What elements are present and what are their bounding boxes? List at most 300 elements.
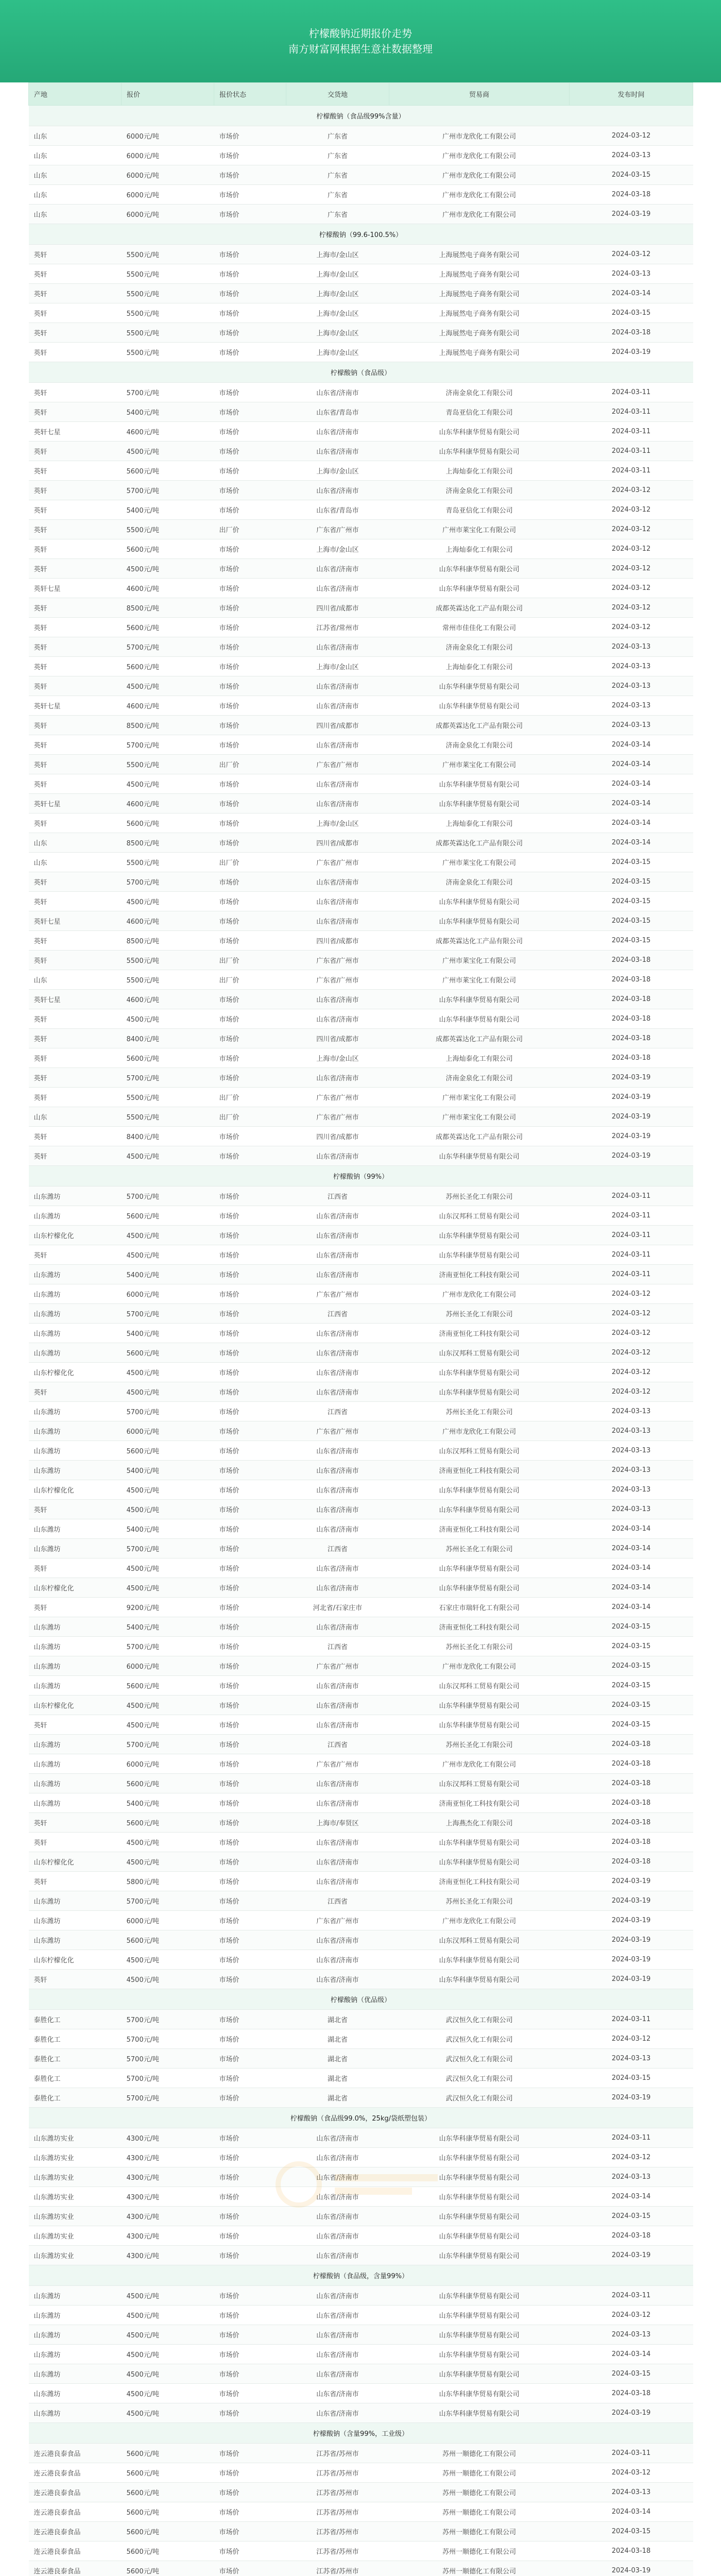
cell-origin: 山东潍坊 xyxy=(29,1206,122,1226)
cell-price-type: 市场价 xyxy=(214,1774,286,1793)
table-row xyxy=(29,2541,693,2561)
cell-price: 4500元/吨 xyxy=(122,2345,214,2364)
cell-delivery: 山东省/济南市 xyxy=(286,1696,389,1715)
cell-origin: 英轩 xyxy=(29,245,122,264)
column-header-origin: 产地 xyxy=(29,83,122,106)
cell-price-type: 市场价 xyxy=(214,1676,286,1696)
cell-price-type: 市场价 xyxy=(214,343,286,362)
table-row xyxy=(29,165,693,185)
cell-price-type: 市场价 xyxy=(214,911,286,931)
cell-price-type: 市场价 xyxy=(214,2069,286,2088)
cell-trader: 苏州一顺德化工有限公司 xyxy=(389,2541,570,2561)
cell-date: 2024-03-11 xyxy=(570,2286,693,2306)
cell-origin: 山东潍坊 xyxy=(29,1402,122,1421)
cell-date: 2024-03-15 xyxy=(570,1696,693,1715)
cell-trader: 上海展然电子商务有限公司 xyxy=(389,264,570,284)
cell-trader: 武汉恒久化工有限公司 xyxy=(389,2049,570,2069)
cell-date: 2024-03-14 xyxy=(570,1539,693,1558)
cell-price: 5800元/吨 xyxy=(122,1872,214,1891)
cell-date: 2024-03-15 xyxy=(570,2364,693,2384)
table-row xyxy=(29,1284,693,1304)
cell-date: 2024-03-12 xyxy=(570,618,693,637)
table-row xyxy=(29,539,693,559)
column-header-price-type: 报价状态 xyxy=(214,83,286,106)
cell-delivery: 广东省/广州市 xyxy=(286,1421,389,1441)
cell-price: 4500元/吨 xyxy=(122,774,214,794)
cell-trader: 山东华科康华贸易有限公司 xyxy=(389,1363,570,1382)
cell-date: 2024-03-11 xyxy=(570,2010,693,2029)
section-row xyxy=(29,2265,693,2286)
cell-origin: 山东 xyxy=(29,146,122,165)
cell-trader: 上海灿泰化工有限公司 xyxy=(389,461,570,481)
cell-date: 2024-03-12 xyxy=(570,539,693,559)
cell-price-type: 市场价 xyxy=(214,539,286,559)
cell-delivery: 山东省/济南市 xyxy=(286,1950,389,1970)
cell-delivery: 山东省/济南市 xyxy=(286,1441,389,1461)
cell-delivery: 广东省/广州市 xyxy=(286,1754,389,1774)
cell-origin: 英轩七星 xyxy=(29,990,122,1009)
table-row xyxy=(29,1852,693,1872)
cell-price: 5500元/吨 xyxy=(122,853,214,872)
cell-date: 2024-03-11 xyxy=(570,1265,693,1284)
cell-price: 8500元/吨 xyxy=(122,931,214,951)
header-row xyxy=(29,83,693,106)
cell-date: 2024-03-12 xyxy=(570,481,693,500)
cell-date: 2024-03-15 xyxy=(570,931,693,951)
cell-price: 4600元/吨 xyxy=(122,794,214,814)
cell-date: 2024-03-19 xyxy=(570,2088,693,2108)
cell-price-type: 市场价 xyxy=(214,1930,286,1950)
cell-date: 2024-03-13 xyxy=(570,1441,693,1461)
cell-price: 4600元/吨 xyxy=(122,911,214,931)
cell-delivery: 广东省/广州市 xyxy=(286,853,389,872)
cell-price-type: 市场价 xyxy=(214,1735,286,1754)
cell-date: 2024-03-15 xyxy=(570,1715,693,1735)
cell-price: 5700元/吨 xyxy=(122,2069,214,2088)
cell-trader: 广州市莱宝化工有限公司 xyxy=(389,970,570,990)
cell-date: 2024-03-14 xyxy=(570,755,693,774)
cell-date: 2024-03-19 xyxy=(570,1088,693,1107)
cell-delivery: 江苏省/苏州市 xyxy=(286,2541,389,2561)
cell-delivery: 山东省/济南市 xyxy=(286,1009,389,1029)
cell-delivery: 山东省/济南市 xyxy=(286,2207,389,2226)
cell-origin: 山东 xyxy=(29,126,122,146)
cell-price: 5700元/吨 xyxy=(122,383,214,402)
table-row xyxy=(29,205,693,224)
cell-trader: 上海灿泰化工有限公司 xyxy=(389,539,570,559)
cell-date: 2024-03-15 xyxy=(570,892,693,911)
cell-delivery: 山东省/济南市 xyxy=(286,2345,389,2364)
cell-delivery: 山东省/济南市 xyxy=(286,696,389,716)
cell-origin: 英轩 xyxy=(29,1598,122,1617)
cell-delivery: 四川省/成都市 xyxy=(286,833,389,853)
cell-price: 4500元/吨 xyxy=(122,559,214,579)
table-row xyxy=(29,1891,693,1911)
cell-origin: 山东潍坊实业 xyxy=(29,2128,122,2148)
cell-date: 2024-03-11 xyxy=(570,1187,693,1206)
cell-price: 5400元/吨 xyxy=(122,500,214,520)
cell-origin: 英轩 xyxy=(29,598,122,618)
table-row xyxy=(29,1911,693,1930)
cell-date: 2024-03-14 xyxy=(570,2345,693,2364)
cell-trader: 山东华科康华贸易有限公司 xyxy=(389,2187,570,2207)
cell-date: 2024-03-13 xyxy=(570,716,693,735)
cell-delivery: 山东省/济南市 xyxy=(286,1382,389,1402)
cell-price: 4500元/吨 xyxy=(122,2286,214,2306)
cell-price: 6000元/吨 xyxy=(122,165,214,185)
cell-trader: 济南亚恒化工科技有限公司 xyxy=(389,1872,570,1891)
table-row xyxy=(29,2502,693,2522)
cell-price-type: 市场价 xyxy=(214,402,286,422)
cell-price-type: 市场价 xyxy=(214,146,286,165)
table-row xyxy=(29,872,693,892)
cell-price: 5700元/吨 xyxy=(122,2010,214,2029)
cell-delivery: 山东省/青岛市 xyxy=(286,500,389,520)
cell-price: 5700元/吨 xyxy=(122,637,214,657)
cell-price-type: 市场价 xyxy=(214,2522,286,2541)
table-row xyxy=(29,146,693,165)
cell-trader: 山东汉邦科工贸易有限公司 xyxy=(389,1206,570,1226)
table-row xyxy=(29,2226,693,2246)
cell-origin: 山东柠檬化化 xyxy=(29,1852,122,1872)
cell-date: 2024-03-11 xyxy=(570,402,693,422)
cell-price: 5400元/吨 xyxy=(122,1617,214,1637)
cell-trader: 山东汉邦科工贸易有限公司 xyxy=(389,1930,570,1950)
cell-price-type: 市场价 xyxy=(214,1637,286,1656)
cell-date: 2024-03-15 xyxy=(570,2522,693,2541)
cell-trader: 济南亚恒化工科技有限公司 xyxy=(389,1519,570,1539)
cell-delivery: 江苏省/苏州市 xyxy=(286,2502,389,2522)
cell-delivery: 山东省/济南市 xyxy=(286,676,389,696)
cell-price-type: 市场价 xyxy=(214,2148,286,2167)
table-row xyxy=(29,245,693,264)
cell-price: 5500元/吨 xyxy=(122,970,214,990)
cell-trader: 济南亚恒化工科技有限公司 xyxy=(389,1617,570,1637)
cell-origin: 山东 xyxy=(29,205,122,224)
table-row xyxy=(29,1363,693,1382)
cell-price: 6000元/吨 xyxy=(122,1656,214,1676)
cell-delivery: 广东省 xyxy=(286,146,389,165)
cell-origin: 山东潍坊 xyxy=(29,1519,122,1539)
cell-price: 5700元/吨 xyxy=(122,481,214,500)
cell-origin: 英轩 xyxy=(29,402,122,422)
cell-price-type: 市场价 xyxy=(214,1696,286,1715)
cell-origin: 英轩 xyxy=(29,931,122,951)
cell-trader: 山东汉邦科工贸易有限公司 xyxy=(389,1343,570,1363)
cell-origin: 英轩 xyxy=(29,1970,122,1989)
table-row xyxy=(29,716,693,735)
table-row xyxy=(29,2088,693,2108)
cell-delivery: 江苏省/苏州市 xyxy=(286,2463,389,2483)
cell-trader: 山东华科康华贸易有限公司 xyxy=(389,559,570,579)
cell-trader: 成都英霖达化工产品有限公司 xyxy=(389,598,570,618)
cell-price-type: 市场价 xyxy=(214,1598,286,1617)
cell-price: 6000元/吨 xyxy=(122,146,214,165)
cell-price-type: 市场价 xyxy=(214,185,286,205)
table-row xyxy=(29,1127,693,1146)
table-row xyxy=(29,735,693,755)
cell-origin: 英轩 xyxy=(29,284,122,303)
cell-origin: 山东潍坊 xyxy=(29,1793,122,1813)
cell-trader: 山东华科康华贸易有限公司 xyxy=(389,1833,570,1852)
cell-date: 2024-03-15 xyxy=(570,303,693,323)
cell-delivery: 广东省/广州市 xyxy=(286,1088,389,1107)
table-header xyxy=(29,83,693,106)
cell-price: 5500元/吨 xyxy=(122,520,214,539)
cell-price-type: 市场价 xyxy=(214,618,286,637)
cell-origin: 英轩 xyxy=(29,559,122,579)
cell-date: 2024-03-11 xyxy=(570,442,693,461)
cell-delivery: 江西省 xyxy=(286,1187,389,1206)
table-row xyxy=(29,2306,693,2325)
cell-delivery: 山东省/济南市 xyxy=(286,1558,389,1578)
cell-trader: 山东华科康华贸易有限公司 xyxy=(389,1245,570,1265)
cell-trader: 广州市龙欣化工有限公司 xyxy=(389,1421,570,1441)
cell-origin: 英轩七星 xyxy=(29,794,122,814)
cell-delivery: 广东省/广州市 xyxy=(286,951,389,970)
table-row xyxy=(29,1421,693,1441)
cell-delivery: 上海市/金山区 xyxy=(286,814,389,833)
cell-price-type: 市场价 xyxy=(214,735,286,755)
cell-delivery: 广东省 xyxy=(286,165,389,185)
cell-delivery: 上海市/金山区 xyxy=(286,539,389,559)
cell-date: 2024-03-18 xyxy=(570,1852,693,1872)
cell-date: 2024-03-18 xyxy=(570,1833,693,1852)
cell-trader: 苏州一顺德化工有限公司 xyxy=(389,2522,570,2541)
cell-price-type: 市场价 xyxy=(214,1872,286,1891)
cell-price: 4600元/吨 xyxy=(122,579,214,598)
cell-date: 2024-03-19 xyxy=(570,1930,693,1950)
cell-price-type: 市场价 xyxy=(214,774,286,794)
cell-price-type: 市场价 xyxy=(214,2483,286,2502)
cell-price: 4600元/吨 xyxy=(122,990,214,1009)
cell-trader: 山东华科康华贸易有限公司 xyxy=(389,2306,570,2325)
cell-price: 4500元/吨 xyxy=(122,442,214,461)
cell-price-type: 市场价 xyxy=(214,126,286,146)
cell-date: 2024-03-11 xyxy=(570,422,693,442)
section-title: 柠檬酸钠（99.6-100.5%） xyxy=(29,224,693,245)
cell-price-type: 市场价 xyxy=(214,383,286,402)
cell-delivery: 上海市/金山区 xyxy=(286,284,389,303)
cell-price-type: 市场价 xyxy=(214,814,286,833)
cell-price-type: 市场价 xyxy=(214,833,286,853)
cell-date: 2024-03-15 xyxy=(570,165,693,185)
table-row xyxy=(29,2522,693,2541)
cell-date: 2024-03-13 xyxy=(570,696,693,716)
cell-trader: 上海灿泰化工有限公司 xyxy=(389,814,570,833)
cell-delivery: 上海市/金山区 xyxy=(286,461,389,481)
table-row xyxy=(29,442,693,461)
cell-origin: 连云港良泰食品 xyxy=(29,2483,122,2502)
cell-delivery: 山东省/济南市 xyxy=(286,2286,389,2306)
cell-price-type: 市场价 xyxy=(214,461,286,481)
cell-date: 2024-03-18 xyxy=(570,1048,693,1068)
section-title: 柠檬酸钠（食品级99.0%，25kg/袋纸塑包装） xyxy=(29,2108,693,2128)
cell-price: 4500元/吨 xyxy=(122,1009,214,1029)
table-row xyxy=(29,2561,693,2576)
cell-trader: 山东华科康华贸易有限公司 xyxy=(389,892,570,911)
cell-delivery: 广东省 xyxy=(286,205,389,224)
cell-date: 2024-03-12 xyxy=(570,1363,693,1382)
cell-price-type: 市场价 xyxy=(214,422,286,442)
cell-trader: 上海灿泰化工有限公司 xyxy=(389,657,570,676)
cell-price: 5600元/吨 xyxy=(122,1813,214,1833)
cell-price: 4500元/吨 xyxy=(122,1950,214,1970)
cell-delivery: 山东省/济南市 xyxy=(286,1343,389,1363)
cell-origin: 山东 xyxy=(29,853,122,872)
cell-price-type: 出厂价 xyxy=(214,970,286,990)
cell-price-type: 市场价 xyxy=(214,1127,286,1146)
cell-price-type: 市场价 xyxy=(214,1578,286,1598)
cell-delivery: 山东省/济南市 xyxy=(286,559,389,579)
cell-date: 2024-03-14 xyxy=(570,833,693,853)
cell-origin: 山东潍坊 xyxy=(29,1656,122,1676)
cell-price-type: 市场价 xyxy=(214,1245,286,1265)
cell-price: 4300元/吨 xyxy=(122,2187,214,2207)
cell-delivery: 山东省/济南市 xyxy=(286,2306,389,2325)
table-row xyxy=(29,931,693,951)
cell-trader: 武汉恒久化工有限公司 xyxy=(389,2010,570,2029)
cell-price-type: 市场价 xyxy=(214,1461,286,1480)
cell-price-type: 市场价 xyxy=(214,165,286,185)
page-title: 柠檬酸钠近期报价走势 xyxy=(309,27,412,40)
cell-price-type: 市场价 xyxy=(214,1539,286,1558)
cell-delivery: 江西省 xyxy=(286,1735,389,1754)
cell-price: 5700元/吨 xyxy=(122,735,214,755)
cell-date: 2024-03-19 xyxy=(570,1970,693,1989)
cell-trader: 山东华科康华贸易有限公司 xyxy=(389,911,570,931)
cell-trader: 广州市龙欣化工有限公司 xyxy=(389,185,570,205)
cell-price-type: 市场价 xyxy=(214,2403,286,2423)
cell-delivery: 山东省/济南市 xyxy=(286,1265,389,1284)
cell-delivery: 山东省/济南市 xyxy=(286,872,389,892)
cell-price-type: 市场价 xyxy=(214,1206,286,1226)
cell-delivery: 山东省/济南市 xyxy=(286,1068,389,1088)
table-row xyxy=(29,1304,693,1324)
cell-price-type: 市场价 xyxy=(214,442,286,461)
cell-origin: 英轩 xyxy=(29,343,122,362)
cell-price: 5600元/吨 xyxy=(122,1343,214,1363)
cell-origin: 山东 xyxy=(29,165,122,185)
cell-origin: 泰胜化工 xyxy=(29,2029,122,2049)
cell-delivery: 江苏省/常州市 xyxy=(286,618,389,637)
column-header-delivery: 交货地 xyxy=(286,83,389,106)
table-row xyxy=(29,2384,693,2403)
cell-origin: 山东 xyxy=(29,970,122,990)
cell-date: 2024-03-12 xyxy=(570,245,693,264)
table-row xyxy=(29,1226,693,1245)
cell-price: 8500元/吨 xyxy=(122,598,214,618)
cell-price: 8400元/吨 xyxy=(122,1127,214,1146)
cell-price: 5600元/吨 xyxy=(122,2522,214,2541)
cell-delivery: 上海市/金山区 xyxy=(286,343,389,362)
cell-price-type: 市场价 xyxy=(214,264,286,284)
cell-price-type: 市场价 xyxy=(214,1284,286,1304)
table-row xyxy=(29,1539,693,1558)
cell-price-type: 市场价 xyxy=(214,1813,286,1833)
table-row xyxy=(29,1930,693,1950)
cell-date: 2024-03-13 xyxy=(570,2325,693,2345)
cell-origin: 英轩 xyxy=(29,872,122,892)
cell-origin: 英轩 xyxy=(29,1872,122,1891)
cell-price-type: 市场价 xyxy=(214,1441,286,1461)
cell-price-type: 市场价 xyxy=(214,1324,286,1343)
table-row xyxy=(29,892,693,911)
cell-origin: 英轩 xyxy=(29,1009,122,1029)
table-row xyxy=(29,1754,693,1774)
cell-origin: 连云港良泰食品 xyxy=(29,2463,122,2483)
cell-date: 2024-03-12 xyxy=(570,1343,693,1363)
cell-delivery: 河北省/石家庄市 xyxy=(286,1598,389,1617)
cell-origin: 山东潍坊 xyxy=(29,1304,122,1324)
cell-trader: 济南亚恒化工科技有限公司 xyxy=(389,1324,570,1343)
cell-price-type: 市场价 xyxy=(214,2207,286,2226)
cell-origin: 山东潍坊 xyxy=(29,2306,122,2325)
cell-price-type: 市场价 xyxy=(214,2502,286,2522)
cell-price: 6000元/吨 xyxy=(122,205,214,224)
cell-origin: 连云港良泰食品 xyxy=(29,2502,122,2522)
cell-delivery: 湖北省 xyxy=(286,2069,389,2088)
cell-trader: 常州市佳佳化工有限公司 xyxy=(389,618,570,637)
cell-origin: 山东潍坊 xyxy=(29,2286,122,2306)
table-row xyxy=(29,343,693,362)
cell-trader: 广州市龙欣化工有限公司 xyxy=(389,126,570,146)
cell-trader: 广州市莱宝化工有限公司 xyxy=(389,1088,570,1107)
cell-origin: 山东潍坊实业 xyxy=(29,2148,122,2167)
section-title: 柠檬酸钠（食品级，含量99%） xyxy=(29,2265,693,2286)
cell-price: 5700元/吨 xyxy=(122,2088,214,2108)
cell-trader: 广州市莱宝化工有限公司 xyxy=(389,755,570,774)
cell-origin: 山东潍坊 xyxy=(29,1284,122,1304)
cell-trader: 济南金泉化工有限公司 xyxy=(389,1068,570,1088)
table-row xyxy=(29,1265,693,1284)
cell-price: 4500元/吨 xyxy=(122,676,214,696)
table-row xyxy=(29,2167,693,2187)
cell-price-type: 出厂价 xyxy=(214,520,286,539)
cell-trader: 山东华科康华贸易有限公司 xyxy=(389,2128,570,2148)
cell-trader: 山东华科康华贸易有限公司 xyxy=(389,676,570,696)
cell-delivery: 四川省/成都市 xyxy=(286,1127,389,1146)
cell-price-type: 市场价 xyxy=(214,2463,286,2483)
cell-trader: 上海展然电子商务有限公司 xyxy=(389,343,570,362)
cell-trader: 广州市莱宝化工有限公司 xyxy=(389,520,570,539)
table-row xyxy=(29,814,693,833)
table-row xyxy=(29,1774,693,1793)
cell-price: 5400元/吨 xyxy=(122,1461,214,1480)
cell-date: 2024-03-14 xyxy=(570,794,693,814)
table-row xyxy=(29,559,693,579)
cell-price-type: 市场价 xyxy=(214,1382,286,1402)
cell-delivery: 山东省/济南市 xyxy=(286,990,389,1009)
cell-trader: 成都英霖达化工产品有限公司 xyxy=(389,1029,570,1048)
cell-price-type: 出厂价 xyxy=(214,1088,286,1107)
cell-trader: 苏州一顺德化工有限公司 xyxy=(389,2502,570,2522)
cell-date: 2024-03-13 xyxy=(570,1461,693,1480)
table-row xyxy=(29,1088,693,1107)
cell-delivery: 广东省/广州市 xyxy=(286,1656,389,1676)
table-row xyxy=(29,1793,693,1813)
cell-origin: 山东潍坊 xyxy=(29,1324,122,1343)
cell-price-type: 市场价 xyxy=(214,2049,286,2069)
cell-origin: 英轩 xyxy=(29,481,122,500)
cell-origin: 山东潍坊实业 xyxy=(29,2187,122,2207)
cell-delivery: 四川省/成都市 xyxy=(286,598,389,618)
cell-price: 5700元/吨 xyxy=(122,2029,214,2049)
cell-date: 2024-03-13 xyxy=(570,2167,693,2187)
cell-trader: 成都英霖达化工产品有限公司 xyxy=(389,931,570,951)
cell-price-type: 市场价 xyxy=(214,1891,286,1911)
cell-date: 2024-03-12 xyxy=(570,520,693,539)
